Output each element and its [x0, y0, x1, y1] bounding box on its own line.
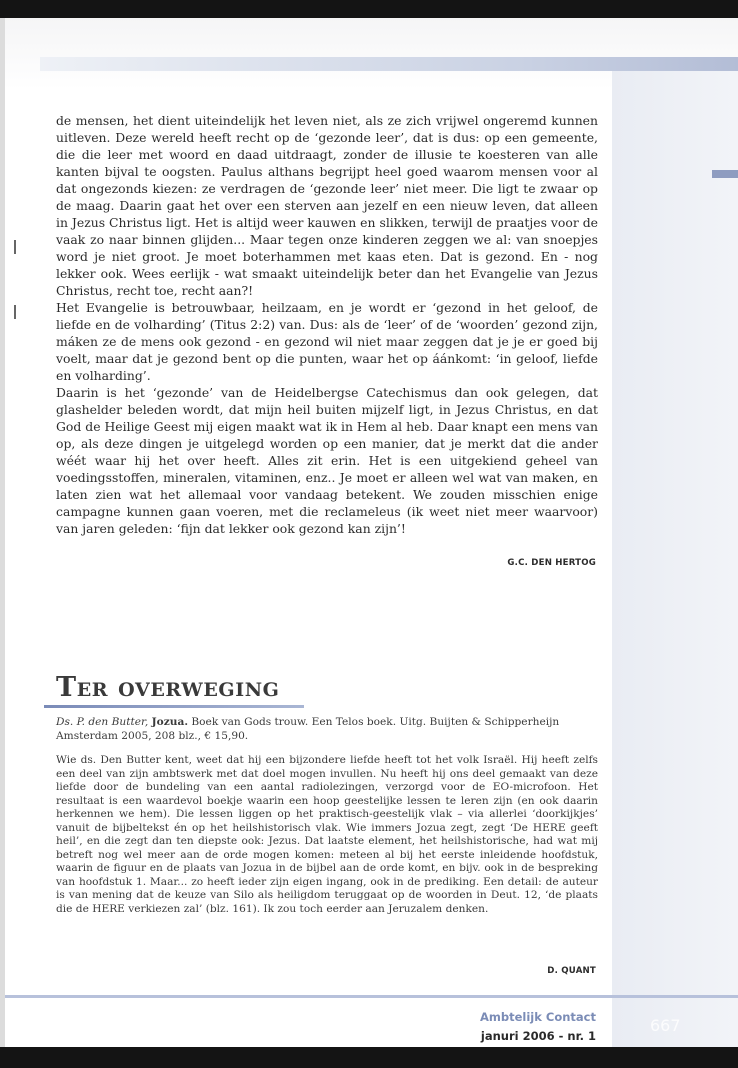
scan-top-border — [0, 0, 738, 18]
article-author: G.C. DEN HERTOG — [507, 558, 596, 568]
gutter-mark — [14, 305, 16, 319]
article-paragraph: de mensen, het dient uiteindelijk het leven niet, als ze zich vrijwel ongeremd kunnen uitleven. Deze wereld heeft recht op de ‘gezonde leer’, dat is dus: op een gemeente, die die leer met woord en daad uitdraagt, zonder de illusie te koesteren van alle kanten bijval te oogsten. Paulus althans begrijpt heel goed waarom mensen voor al dat ongezonds kiezen: ze verdragen de ‘gezonde leer’ niet meer. Die ligt te zwaar op de maag. Daarin gaat het over een sterven aan jezelf en een nieuw leven, dat alleen in Jezus Christus ligt. Het is altijd weer kauwen en slikken, terwijl de praatjes voor de vaak zo naar binnen glijden... Maar tegen onze kinderen zeggen we al: van snoepjes word je niet groot. Je moet boterhammen met kaas eten. Dat is gezond. En - nog lekker ook. Wees eerlijk - wat smaakt uiteindelijk beter dan het Evangelie van Jezus Christus, recht toe, recht aan?! — [56, 113, 598, 298]
review-paragraph: Wie ds. Den Butter kent, weet dat hij een bijzondere liefde heeft tot het volk Israël. Hij heeft zelfs een deel van zijn ambtswerk met dat doel mogen invullen. Nu heeft hij ons deel gemaakt van deze liefde door de bundeling van een aantal radiolezingen, verzorgd voor de EO-microfoon. Het resultaat is een waardevol boekje waarin een hoop geestelijke lessen te leren zijn (en ook daarin herkennen we hem). Die lessen liggen op het praktisch-geestelijk vlak – via allerlei ‘doorkijkjes’ vanuit de bijbeltekst én op het heilshistorisch vlak. Wie immers Jozua zegt, zegt ‘De HERE geeft heil’, en die zegt dan ten diepste ook: Jezus. Dat laatste element, het heilshistorische, had wat mij betreft nog wel meer aan de orde mogen komen: meteen al bij het eerste inleidende hoofdstuk, waarin de figuur en de plaats van Jozua in de bijbel aan de orde komt, en bijv. ook in de bespreking van hoofdstuk 1. Maar... zo heeft ieder zijn eigen ingang, ook in de prediking. Een detail: de auteur is van mening dat de keuze van Silo als heiligdom teruggaat op de woorden in Deut. 12, ‘de plaats die de HERE verkiezen zal’ (blz. 161). Ik zou toch eerder aan Jeruzalem denken. — [56, 754, 598, 915]
review-body — [56, 754, 598, 916]
section-title-underline — [44, 705, 304, 708]
journal-issue: januri 2006 - nr. 1 — [480, 1029, 596, 1043]
article-paragraph: Daarin is het ‘gezonde’ van de Heidelbergse Catechismus dan ook gelegen, dat glashelder beleden wordt, dat mijn heil buiten mijzelf ligt, in Jezus Christus, en dat God de Heilige Geest mij eigen maakt wat ik in Hem al heb. Daar knapt een mens van op, als deze dingen je uitgelegd worden op een manier, dat je merkt dat die ander wéét waar hij het over heeft. Alles zit erin. Het is een uitgekiend geheel van voedingsstoffen, mineralen, vitaminen, enz.. Je moet er alleen wel wat van maken, en laten zien wat het allemaal voor vandaag betekent. We zouden misschien enige campagne kunnen gaan voeren, met die reclameleus (ik weet niet meer waarvoor) van jaren geleden: ‘fijn dat lekker ook gezond kan zijn’! — [56, 385, 598, 536]
review-book-author: Ds. P. den Butter, — [56, 716, 149, 728]
right-margin-panel — [612, 71, 738, 1047]
review-book-title: Jozua. — [151, 716, 189, 728]
scan-left-edge — [0, 18, 5, 1047]
header-accent-bar — [40, 57, 738, 71]
article-body — [56, 112, 598, 537]
footer-rule — [5, 995, 738, 998]
right-margin-tab — [712, 170, 738, 178]
review-book-details: Boek van Gods trouw. Een Telos boek. Uitg. Buijten & Schipperheijn Amsterdam 2005, 208 blz., € 15,90. — [56, 716, 560, 742]
gutter-mark — [14, 240, 16, 254]
page-number: 667 — [650, 1016, 681, 1035]
section-title: Ter overweging — [56, 672, 280, 703]
review-book-info — [56, 715, 598, 743]
review-author: D. QUANT — [547, 966, 596, 976]
article-paragraph: Het Evangelie is betrouwbaar, heilzaam, en je wordt er ‘gezond in het geloof, de liefde en de volharding’ (Titus 2:2) van. Dus: als de ‘leer’ of de ‘woorden’ gezond zijn, máken ze de mens ook gezond - en gezond wil niet maar zeggen dat je je er goed bij voelt, maar dat je gezond bent op die punten, waar het op áánkomt: ‘in geloof, liefde en volharding’. — [56, 300, 598, 383]
scan-bottom-border — [0, 1047, 738, 1068]
journal-name: Ambtelijk Contact — [480, 1010, 596, 1024]
